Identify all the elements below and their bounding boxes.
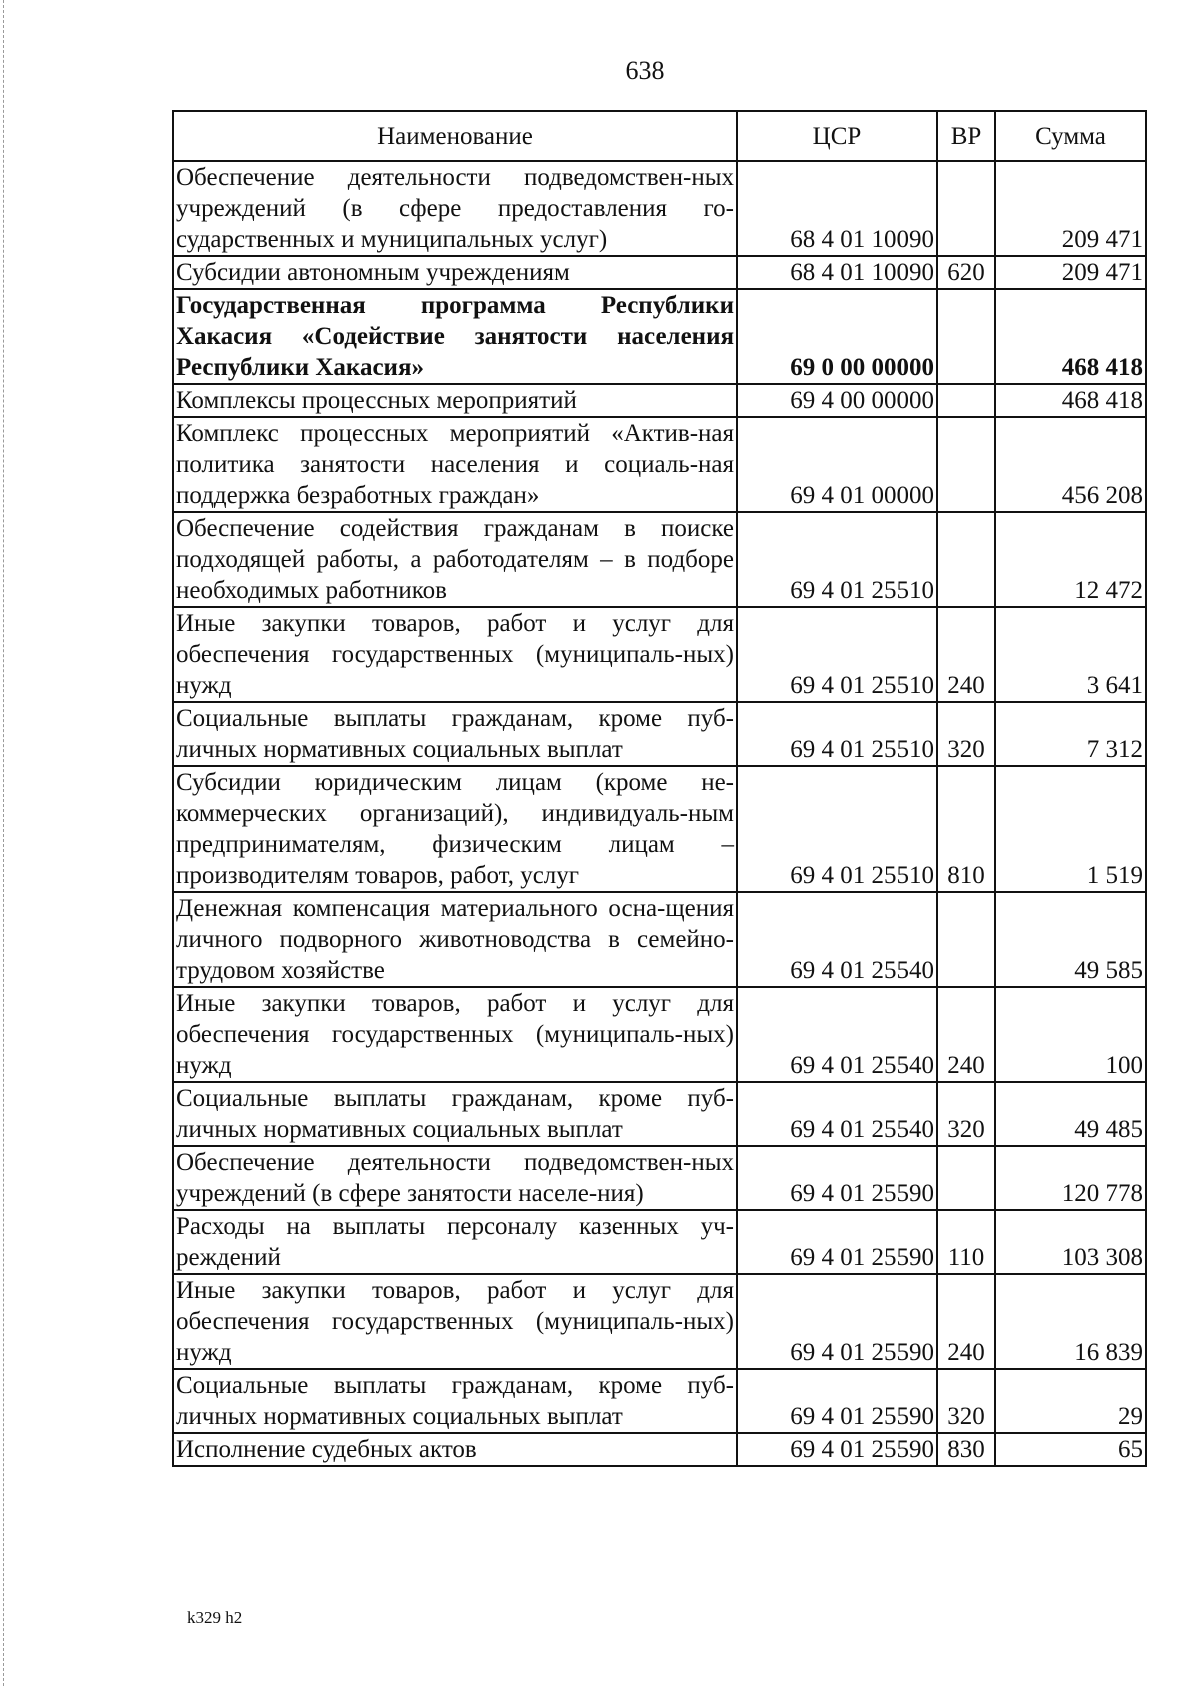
footer-code: k329 h2 <box>187 1608 243 1627</box>
row-csr-cell: 69 0 00 00000 <box>737 289 937 384</box>
row-vr-cell <box>937 289 995 384</box>
row-csr-cell: 69 4 01 25590 <box>737 1274 937 1369</box>
table-body <box>173 161 1146 1466</box>
row-name-cell: Денежная компенсация материального осна-щения личного подворного животноводства в семейно-трудовом хозяйстве <box>173 892 737 987</box>
table-row <box>173 766 1146 892</box>
row-csr-cell: 69 4 01 00000 <box>737 417 937 512</box>
table-row <box>173 1369 1146 1433</box>
row-name-cell: Иные закупки товаров, работ и услуг для обеспечения государственных (муниципаль-ных) нужд <box>173 607 737 702</box>
row-name-cell: Исполнение судебных актов <box>173 1433 737 1466</box>
row-vr-cell <box>937 161 995 256</box>
row-sum-cell: 120 778 <box>995 1146 1146 1210</box>
row-sum-cell: 7 312 <box>995 702 1146 766</box>
table-row <box>173 1146 1146 1210</box>
row-vr-cell <box>937 892 995 987</box>
table-row <box>173 289 1146 384</box>
table-row <box>173 702 1146 766</box>
row-sum-cell: 456 208 <box>995 417 1146 512</box>
row-vr-cell: 620 <box>937 256 995 289</box>
row-vr-cell: 240 <box>937 1274 995 1369</box>
header-vr: ВР <box>937 111 995 161</box>
row-sum-cell: 209 471 <box>995 256 1146 289</box>
row-name-cell: Иные закупки товаров, работ и услуг для обеспечения государственных (муниципаль-ных) нужд <box>173 1274 737 1369</box>
page-left-edge <box>3 0 4 1686</box>
row-name-cell: Комплексы процессных мероприятий <box>173 384 737 417</box>
row-csr-cell: 69 4 01 25590 <box>737 1369 937 1433</box>
row-csr-cell: 69 4 01 25540 <box>737 892 937 987</box>
row-sum-cell: 1 519 <box>995 766 1146 892</box>
row-sum-cell: 49 485 <box>995 1082 1146 1146</box>
page-number: 638 <box>625 56 665 85</box>
row-name-cell: Социальные выплаты гражданам, кроме пуб-личных нормативных социальных выплат <box>173 1082 737 1146</box>
row-csr-cell: 69 4 01 25510 <box>737 766 937 892</box>
row-sum-cell: 49 585 <box>995 892 1146 987</box>
row-sum-cell: 3 641 <box>995 607 1146 702</box>
table-row <box>173 417 1146 512</box>
table-header-row <box>173 111 1146 161</box>
row-vr-cell <box>937 512 995 607</box>
row-vr-cell <box>937 1146 995 1210</box>
row-vr-cell: 830 <box>937 1433 995 1466</box>
table-row <box>173 987 1146 1082</box>
row-csr-cell: 69 4 01 25590 <box>737 1433 937 1466</box>
row-name-cell: Субсидии юридическим лицам (кроме не-коммерческих организаций), индивидуаль-ным предпринимателям, физическим лицам – производителям товаров, работ, услуг <box>173 766 737 892</box>
table-row <box>173 892 1146 987</box>
row-vr-cell: 320 <box>937 702 995 766</box>
table-row <box>173 607 1146 702</box>
header-csr: ЦСР <box>737 111 937 161</box>
row-name-cell: Субсидии автономным учреждениям <box>173 256 737 289</box>
row-vr-cell <box>937 384 995 417</box>
row-name-cell: Иные закупки товаров, работ и услуг для обеспечения государственных (муниципаль-ных) нужд <box>173 987 737 1082</box>
row-vr-cell <box>937 417 995 512</box>
row-vr-cell: 810 <box>937 766 995 892</box>
row-csr-cell: 69 4 01 25540 <box>737 1082 937 1146</box>
header-sum: Сумма <box>995 111 1146 161</box>
row-name-cell: Социальные выплаты гражданам, кроме пуб-личных нормативных социальных выплат <box>173 1369 737 1433</box>
row-csr-cell: 69 4 01 25590 <box>737 1210 937 1274</box>
row-csr-cell: 69 4 01 25510 <box>737 607 937 702</box>
row-sum-cell: 29 <box>995 1369 1146 1433</box>
row-csr-cell: 69 4 01 25510 <box>737 702 937 766</box>
row-name-cell: Государственная программа Республики Хакасия «Содействие занятости населения Республики Хакасия» <box>173 289 737 384</box>
row-vr-cell: 320 <box>937 1369 995 1433</box>
row-sum-cell: 16 839 <box>995 1274 1146 1369</box>
row-name-cell: Комплекс процессных мероприятий «Актив-ная политика занятости населения и социаль-ная поддержка безработных граждан» <box>173 417 737 512</box>
row-name-cell: Социальные выплаты гражданам, кроме пуб-личных нормативных социальных выплат <box>173 702 737 766</box>
header-name: Наименование <box>173 111 737 161</box>
table-row <box>173 1433 1146 1466</box>
row-sum-cell: 100 <box>995 987 1146 1082</box>
table-row <box>173 256 1146 289</box>
table-row <box>173 1082 1146 1146</box>
table-row <box>173 161 1146 256</box>
row-name-cell: Обеспечение содействия гражданам в поиске подходящей работы, а работодателям – в подборе необходимых работников <box>173 512 737 607</box>
table-row <box>173 1274 1146 1369</box>
row-sum-cell: 103 308 <box>995 1210 1146 1274</box>
row-csr-cell: 69 4 01 25540 <box>737 987 937 1082</box>
row-sum-cell: 468 418 <box>995 384 1146 417</box>
row-sum-cell: 209 471 <box>995 161 1146 256</box>
row-csr-cell: 68 4 01 10090 <box>737 161 937 256</box>
row-vr-cell: 240 <box>937 607 995 702</box>
table-row <box>173 384 1146 417</box>
row-vr-cell: 320 <box>937 1082 995 1146</box>
row-sum-cell: 65 <box>995 1433 1146 1466</box>
row-name-cell: Расходы на выплаты персоналу казенных уч-реждений <box>173 1210 737 1274</box>
row-vr-cell: 110 <box>937 1210 995 1274</box>
budget-table <box>172 110 1147 1467</box>
row-name-cell: Обеспечение деятельности подведомствен-ных учреждений (в сфере занятости населе-ния) <box>173 1146 737 1210</box>
row-csr-cell: 69 4 01 25590 <box>737 1146 937 1210</box>
table-row <box>173 512 1146 607</box>
row-csr-cell: 69 4 01 25510 <box>737 512 937 607</box>
row-sum-cell: 468 418 <box>995 289 1146 384</box>
table-row <box>173 1210 1146 1274</box>
row-csr-cell: 68 4 01 10090 <box>737 256 937 289</box>
row-csr-cell: 69 4 00 00000 <box>737 384 937 417</box>
row-sum-cell: 12 472 <box>995 512 1146 607</box>
row-name-cell: Обеспечение деятельности подведомствен-ных учреждений (в сфере предоставления го-сударственных и муниципальных услуг) <box>173 161 737 256</box>
row-vr-cell: 240 <box>937 987 995 1082</box>
